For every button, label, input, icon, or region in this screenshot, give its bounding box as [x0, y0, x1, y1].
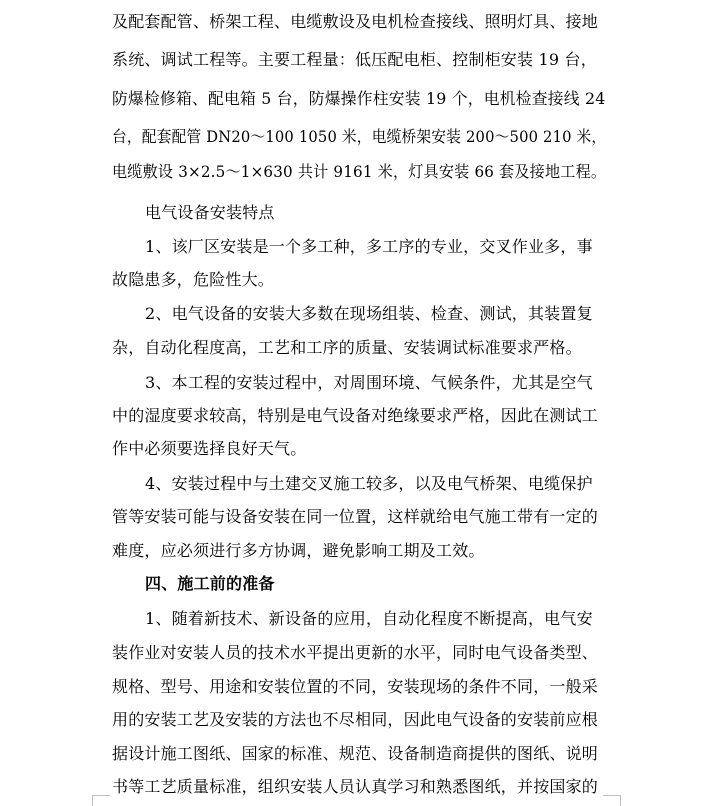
body-text-line: 据设计施工图纸、国家的标准、规范、设备制造商提供的图纸、说明: [112, 744, 599, 763]
body-text-line: 杂，自动化程度高，工艺和工序的质量、安装调试标准要求严格。: [112, 338, 582, 357]
body-text-line: 及配套配管、桥架工程、电缆敷设及电机检查接线、照明灯具、接地: [112, 12, 599, 31]
crop-mark-left-vertical: [92, 795, 93, 806]
section-subheading: 电气设备安装特点: [145, 203, 275, 222]
body-text-line: 作中必须要选择良好天气。: [112, 439, 307, 458]
body-text-line: 中的湿度要求较高，特别是电气设备对绝缘要求严格，因此在测试工: [112, 406, 599, 425]
body-text-line: 1、随着新技术、新设备的应用，自动化程度不断提高，电气安: [145, 609, 593, 628]
crop-mark-right: [603, 795, 621, 796]
body-text-line: 2、电气设备的安装大多数在现场组装、检查、测试，其装置复: [145, 304, 593, 323]
body-text-line: 电缆敷设 3×2.5～1×630 共计 9161 米，灯具安装 66 套及接地工程。: [112, 162, 607, 181]
body-text-line: 用的安装工艺及安装的方法也不尽相同，因此电气设备的安装前应根: [112, 710, 599, 729]
crop-mark-right-vertical: [620, 795, 621, 806]
body-text-line: 台，配套配管 DN20～100 1050 米，电缆桥架安装 200～500 210 米，: [112, 127, 607, 146]
body-text-line: 规格、型号、用途和安装位置的不同，安装现场的条件不同，一般采: [112, 677, 599, 696]
section-heading: 四、施工前的准备: [145, 574, 275, 593]
body-text-line: 防爆检修箱、配电箱 5 台，防爆操作柱安装 19 个，电机检查接线 24: [112, 89, 606, 108]
body-text-line: 系统、调试工程等。主要工程量：低压配电柜、控制柜安装 19 台，: [112, 50, 597, 69]
crop-mark-left: [92, 795, 110, 796]
body-text-line: 难度，应必须进行多方协调，避免影响工期及工效。: [112, 541, 485, 560]
body-text-line: 4、安装过程中与土建交叉施工较多，以及电气桥架、电缆保护: [145, 474, 593, 493]
body-text-line: 1、该厂区安装是一个多工种，多工序的专业，交叉作业多，事: [145, 237, 593, 256]
body-text-line: 管等安装可能与设备安装在同一位置，这样就给电气施工带有一定的: [112, 507, 599, 526]
body-text-line: 书等工艺质量标准，组织安装人员认真学习和熟悉图纸，并按国家的: [112, 777, 599, 796]
body-text-line: 装作业对安装人员的技术水平提出更新的水平，同时电气设备类型、: [112, 643, 599, 662]
body-text-line: 3、本工程的安装过程中，对周围环境、气候条件，尤其是空气: [145, 373, 593, 392]
body-text-line: 故隐患多，危险性大。: [112, 270, 275, 289]
